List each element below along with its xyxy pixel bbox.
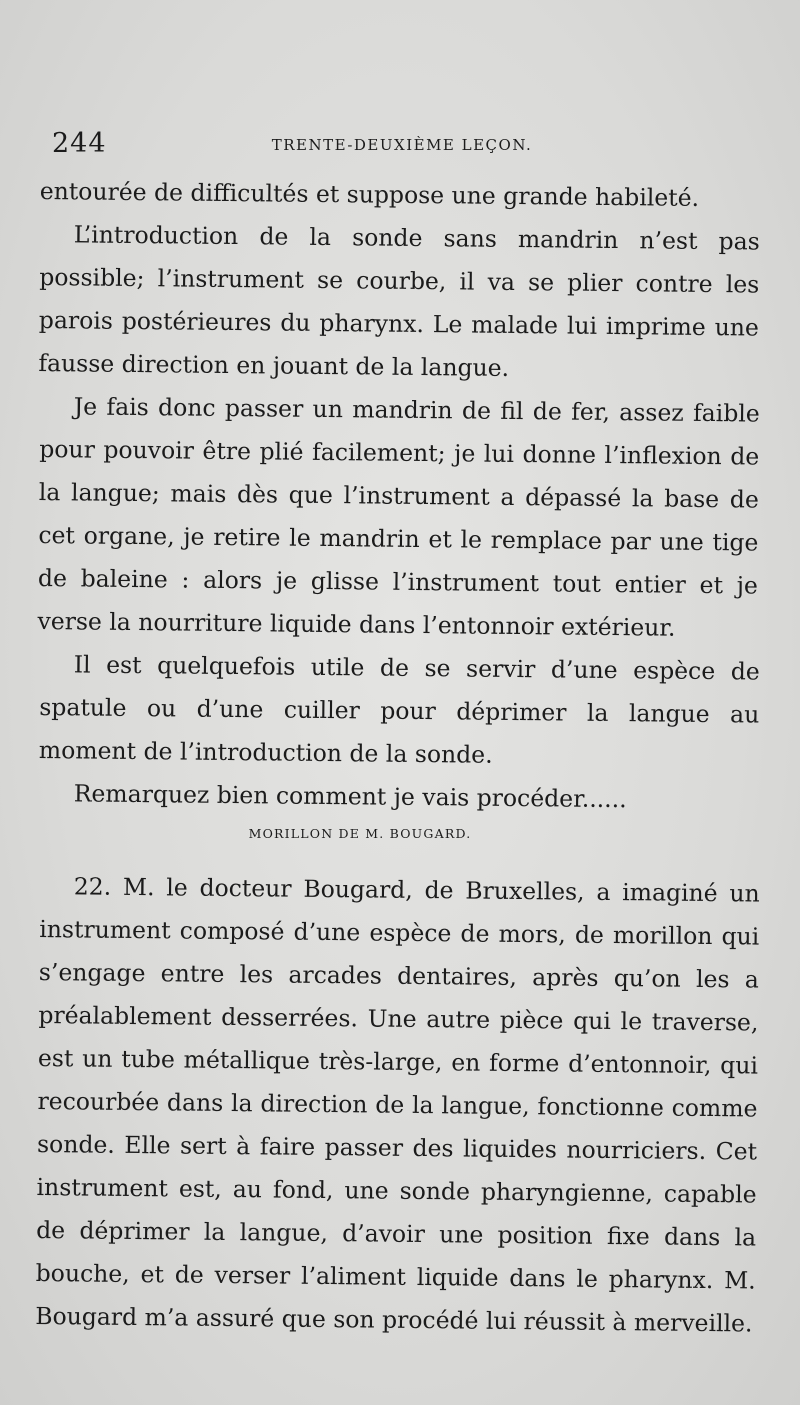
paragraph: Il est quelquefois utile de se servir d’une espèce de spatule ou d’une cuiller pour déprimer la langue au moment de l’introduction de la sonde. [38,650,760,769]
paragraph: Remarquez bien comment je vais procéder...... [73,779,627,814]
paragraph: L’introduction de la sonde sans mandrin n’est pas possible; l’instrument se courbe, il va se plier contre les parois postérieures du pharynx. Le malade lui imprime une fausse direction en jouant de la langue. [38,220,760,382]
paragraph: Je fais donc passer un mandrin de fil de fer, assez faible pour pouvoir être plié facilement; je lui donne l’inflexion de la langue; mais dès que l’instrument a dépassé la base de cet organe, je retire le mandrin et le remplace par une tige de baleine : alors je glisse l’instrument tout entier et je verse la nourriture liquide dans l’entonnoir extérieur. [37,392,760,642]
page-header [52,128,752,164]
body-text [35,170,760,1338]
paragraph: entourée de difficultés et suppose une grande habileté. [39,176,700,212]
running-head: TRENTE-DEUXIÈME LEÇON. [271,136,533,154]
paragraph: 22. M. le docteur Bougard, de Bruxelles, a imaginé un instrument composé d’une espèce de mors, de morillon qui s’engage entre les arcades dentaires, après qu’on les a préalablement desserrées. Une autre pièce qui le traverse, est un tube métallique très-large, en forme d’entonnoir, qui recourbée dans la direction de la langue, fonctionne comme sonde. Elle sert à faire passer des liquides nourriciers. Cet instrument est, au fond, une sonde pharyngienne, capable de déprimer la langue, d’avoir une position fixe dans la bouche, et de verser l’aliment liquide dans le pharynx. M. Bougard m’a assuré que son procédé lui réussit à merveille. [35,872,760,1338]
page-number: 244 [52,128,107,159]
section-heading: MORILLON DE M. BOUGARD. [248,826,472,841]
